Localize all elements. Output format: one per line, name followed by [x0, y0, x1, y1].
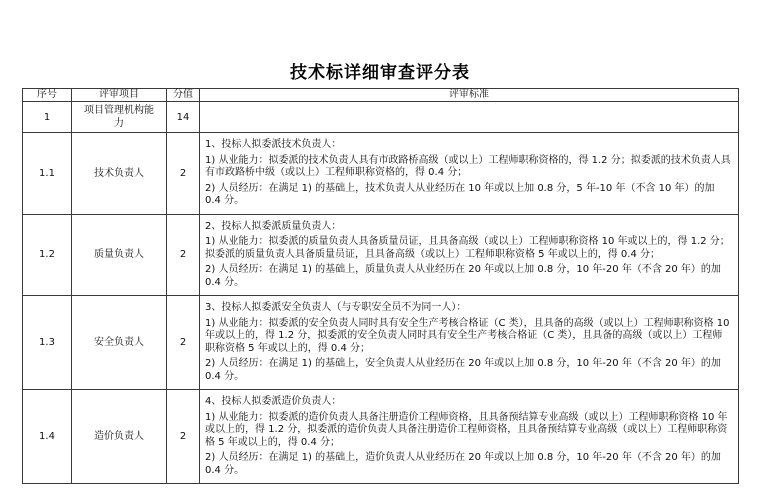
header-criteria: 评审标准: [200, 89, 739, 102]
row-item: 质量负责人: [72, 214, 167, 296]
page-title: 技术标详细审查评分表: [290, 63, 470, 83]
criteria-paragraph: 2) 人员经历：在满足 1) 的基础上，造价负责人从业经历在 20 年或以上加 0.8 分，10 年-20 年（不含 20 年）的加 0.4 分。: [205, 452, 721, 476]
table-row: [23, 390, 739, 484]
row-criteria: [200, 390, 739, 484]
row-score: 2: [167, 296, 200, 390]
criteria-paragraph: 2) 人员经历：在满足 1) 的基础上，安全负责人从业经历在 20 年或以上加 0.8 分，10 年-20 年（不含 20 年）的加 0.4 分。: [205, 358, 721, 382]
row-score: 2: [167, 214, 200, 296]
table-row: [23, 214, 739, 296]
row-criteria: [200, 133, 739, 215]
table-header-row: [23, 89, 739, 102]
row-item: 项目管理机构能力: [72, 102, 167, 133]
criteria-paragraph: 1、投标人拟委派技术负责人：: [205, 139, 342, 150]
row-score: 2: [167, 390, 200, 484]
row-no: 1: [23, 102, 72, 133]
row-no: 1.4: [23, 390, 72, 484]
row-score: 14: [167, 102, 200, 133]
row-item: 技术负责人: [72, 133, 167, 215]
row-criteria: [200, 296, 739, 390]
criteria-paragraph: 1) 从业能力：拟委派的安全负责人同时具有安全生产考核合格证（C 类），且具备的高级（或以上）工程师职称资格 10 年或以上的，得 1.2 分，拟委派的安全负责人同时具有安全生产考核合格证（C 类），且具备的高级（或以上）工程师职称资格 5 年或以上的，得 0.4 分；: [205, 317, 730, 354]
header-score: 分值: [167, 89, 200, 102]
table-row: [23, 102, 739, 133]
criteria-paragraph: 1) 从业能力：拟委派的造价负责人具备注册造价工程师资格，且具备预结算专业高级（或以上）工程师职称资格 10 年或以上的，得 1.2 分，拟委派的造价负责人具备注册造价工程师资格，且具备预结算专业高级（或以上）工程师职称资格 5 年或以上的，得 0.4 分；: [205, 411, 728, 448]
table-row: [23, 133, 739, 215]
criteria-paragraph: 1) 从业能力：拟委派的技术负责人具有市政路桥高级（或以上）工程师职称资格的，得 1.2 分；拟委派的技术负责人具有市政路桥中级（或以上）工程师职称资格的，得 0.4 分；: [205, 154, 731, 178]
criteria-paragraph: 2) 人员经历：在满足 1) 的基础上，技术负责人从业经历在 10 年或以上加 0.8 分，5 年-10 年（不含 10 年）的加 0.4 分。: [205, 182, 715, 206]
header-no: 序号: [23, 89, 72, 102]
row-no: 1.1: [23, 133, 72, 215]
score-table: [22, 88, 739, 484]
row-criteria: [200, 102, 739, 133]
row-no: 1.2: [23, 214, 72, 296]
criteria-paragraph: 2) 人员经历：在满足 1) 的基础上，质量负责人从业经历在 20 年或以上加 0.8 分，10 年-20 年（不含 20 年）的加 0.4 分。: [205, 264, 721, 288]
row-item: 安全负责人: [72, 296, 167, 390]
row-score: 2: [167, 133, 200, 215]
criteria-paragraph: 1) 从业能力：拟委派的质量负责人具备质量员证，且具备高级（或以上）工程师职称资格 10 年或以上的，得 1.2 分；拟委派的质量负责人具备质量员证，且具备高级（或以上）工程师职称资格 5 年或以上的，得 0.4 分；: [205, 236, 730, 260]
row-no: 1.3: [23, 296, 72, 390]
criteria-paragraph: 3、投标人拟委派安全负责人（与专职安全员不为同一人）：: [205, 302, 467, 313]
header-item: 评审项目: [72, 89, 167, 102]
table-row: [23, 296, 739, 390]
row-criteria: [200, 214, 739, 296]
criteria-paragraph: 4、投标人拟委派造价负责人：: [205, 396, 342, 407]
criteria-paragraph: 2、投标人拟委派质量负责人：: [205, 220, 342, 232]
row-item: 造价负责人: [72, 390, 167, 484]
